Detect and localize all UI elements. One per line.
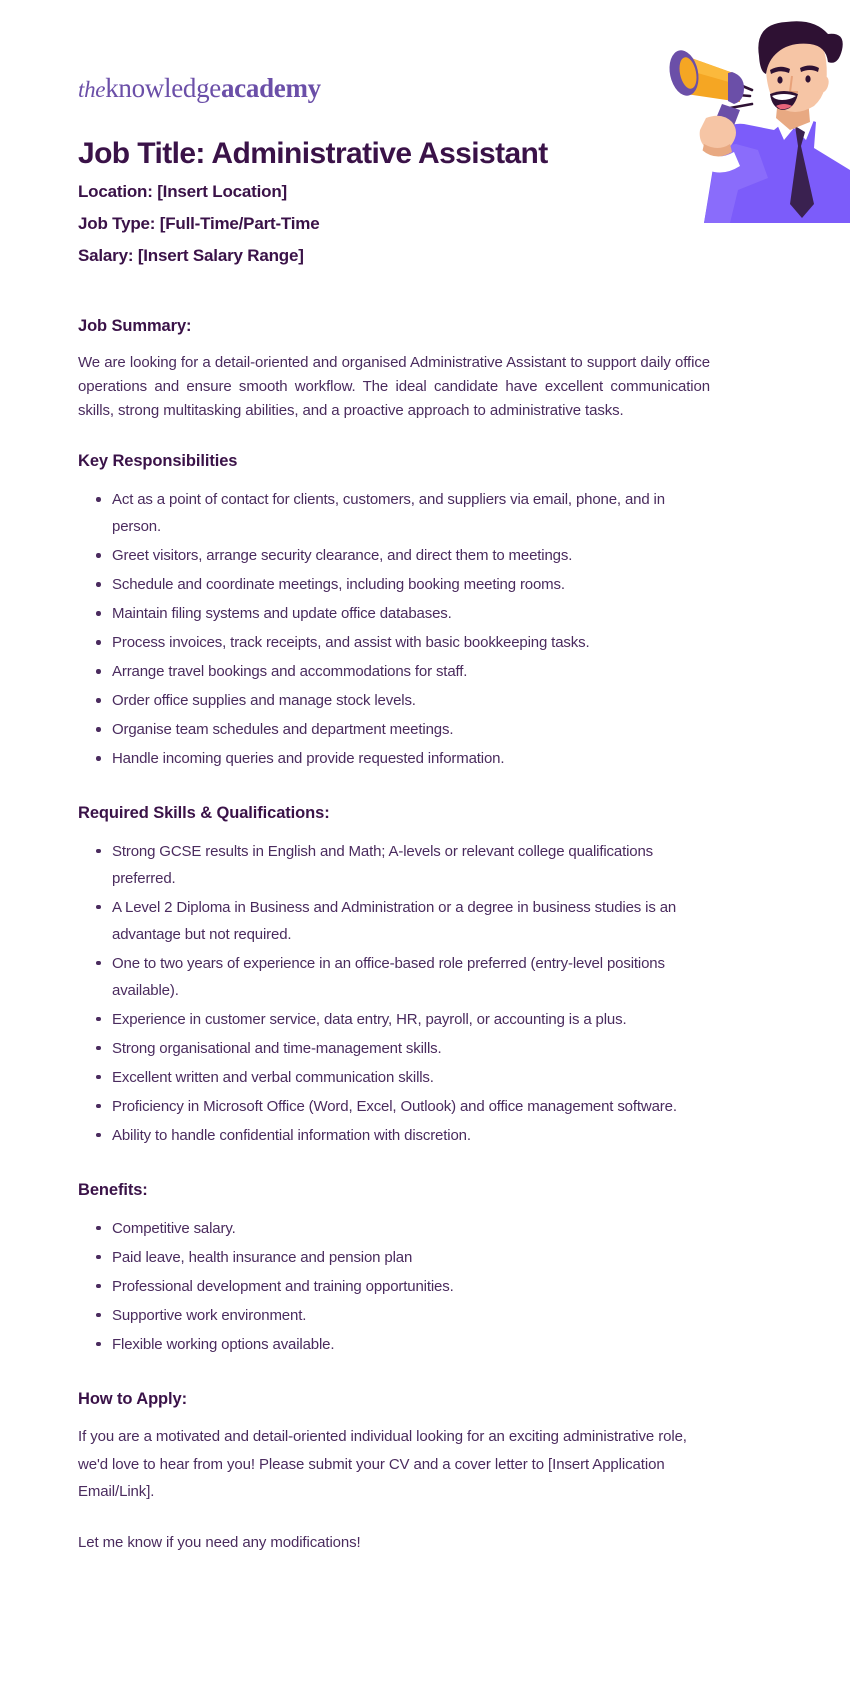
- list-item: Experience in customer service, data entry, HR, payroll, or accounting is a plus.: [112, 1006, 710, 1033]
- brand-logo: [78, 75, 321, 102]
- logo-academy: academy: [220, 73, 321, 103]
- list-item: Professional development and training opportunities.: [112, 1273, 710, 1300]
- closing-note: Let me know if you need any modifications!: [78, 1534, 361, 1552]
- list-item: Greet visitors, arrange security clearance, and direct them to meetings.: [112, 542, 710, 569]
- list-item: Order office supplies and manage stock levels.: [112, 687, 710, 714]
- list-item: Process invoices, track receipts, and assist with basic bookkeeping tasks.: [112, 629, 710, 656]
- list-item: Strong GCSE results in English and Math; A-levels or relevant college qualifications preferred.: [112, 838, 710, 892]
- list-item: Organise team schedules and department meetings.: [112, 716, 710, 743]
- logo-knowledge: knowledge: [105, 73, 221, 103]
- how-to-apply-text: If you are a motivated and detail-oriented individual looking for an exciting administrative role, we'd love to hear from you! Please submit your CV and a cover letter to [Insert Application Email/Link].: [78, 1428, 687, 1501]
- page-title: Job Title: Administrative Assistant: [78, 137, 548, 170]
- list-item: Act as a point of contact for clients, customers, and suppliers via email, phone, and in person.: [112, 486, 710, 540]
- list-item: One to two years of experience in an office-based role preferred (entry-level positions available).: [112, 950, 710, 1004]
- list-item: Handle incoming queries and provide requested information.: [112, 745, 710, 772]
- list-item: Competitive salary.: [112, 1215, 710, 1242]
- key-responsibilities-list: [78, 486, 710, 772]
- benefits-heading: Benefits:: [78, 1180, 148, 1199]
- how-to-apply-heading: How to Apply:: [78, 1389, 187, 1408]
- list-item: Ability to handle confidential information with discretion.: [112, 1122, 710, 1149]
- key-responsibilities-heading: Key Responsibilities: [78, 452, 238, 471]
- list-item: Paid leave, health insurance and pension plan: [112, 1244, 710, 1271]
- list-item: Arrange travel bookings and accommodations for staff.: [112, 658, 710, 685]
- meta-job-type: Job Type: [Full-Time/Part-Time: [78, 214, 320, 234]
- meta-salary: Salary: [Insert Salary Range]: [78, 246, 304, 266]
- list-item: Excellent written and verbal communication skills.: [112, 1064, 710, 1091]
- list-item: Schedule and coordinate meetings, including booking meeting rooms.: [112, 571, 710, 598]
- list-item: Maintain filing systems and update office databases.: [112, 600, 710, 627]
- list-item: Flexible working options available.: [112, 1331, 710, 1358]
- list-item: Supportive work environment.: [112, 1302, 710, 1329]
- job-summary-heading: Job Summary:: [78, 317, 192, 336]
- meta-location: Location: [Insert Location]: [78, 182, 287, 202]
- benefits-list: [78, 1215, 710, 1358]
- list-item: Strong organisational and time-management skills.: [112, 1035, 710, 1062]
- document-content: [78, 136, 710, 1557]
- list-item: Proficiency in Microsoft Office (Word, Excel, Outlook) and office management software.: [112, 1093, 710, 1120]
- list-item: A Level 2 Diploma in Business and Administration or a degree in business studies is an advantage but not required.: [112, 894, 710, 948]
- required-skills-heading: Required Skills & Qualifications:: [78, 804, 330, 823]
- job-summary-text: We are looking for a detail-oriented and organised Administrative Assistant to support daily office operations and ensure smooth workflow. The ideal candidate have excellent communication skills, strong multitasking abilities, and a proactive approach to administrative tasks.: [78, 354, 710, 419]
- required-skills-list: [78, 838, 710, 1149]
- logo-the: the: [78, 77, 106, 102]
